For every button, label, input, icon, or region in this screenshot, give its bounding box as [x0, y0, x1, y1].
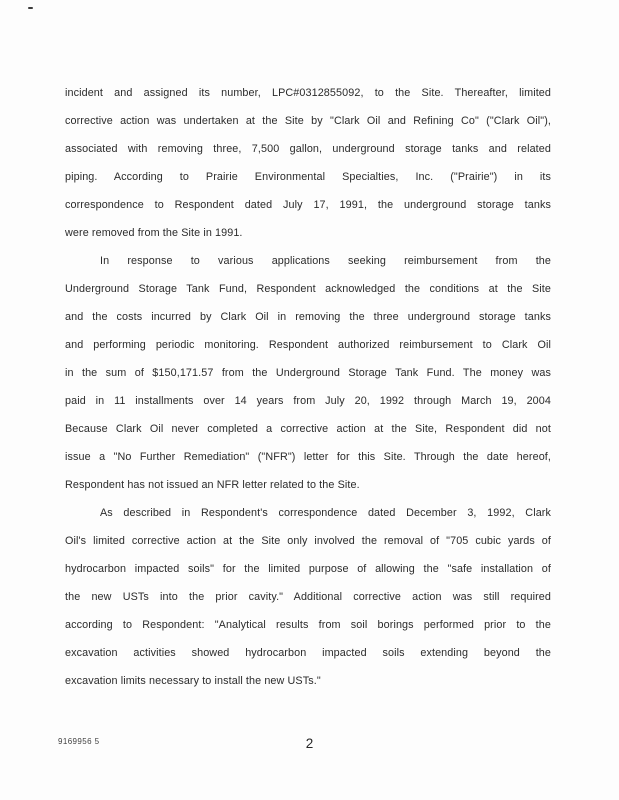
text-line: and the costs incurred by Clark Oil in removing the three underground storage tanks [65, 311, 551, 323]
text-line: Underground Storage Tank Fund, Respondent acknowledged the conditions at the Site [65, 283, 551, 295]
text-line: hydrocarbon impacted soils" for the limited purpose of allowing the "safe installation of [65, 563, 551, 575]
text-line: Because Clark Oil never completed a corrective action at the Site, Respondent did not [65, 423, 551, 435]
text-line: As described in Respondent's correspondence dated December 3, 1992, Clark [100, 507, 551, 519]
text-line: associated with removing three, 7,500 gallon, underground storage tanks and related [65, 143, 551, 155]
document-id: 9169956 5 [58, 737, 100, 746]
text-line: corrective action was undertaken at the Site by "Clark Oil and Refining Co" ("Clark Oil"), [65, 115, 551, 127]
text-line: incident and assigned its number, LPC#0312855092, to the Site. Thereafter, limited [65, 87, 551, 99]
text-line: piping. According to Prairie Environmental Specialties, Inc. ("Prairie") in its [65, 171, 551, 183]
paragraph [65, 499, 551, 695]
text-line: issue a "No Further Remediation" ("NFR") letter for this Site. Through the date hereof, [65, 451, 551, 463]
text-line: Respondent has not issued an NFR letter related to the Site. [65, 479, 360, 491]
text-line: In response to various applications seeking reimbursement from the [100, 255, 551, 267]
text-line: excavation activities showed hydrocarbon impacted soils extending beyond the [65, 647, 551, 659]
text-line: correspondence to Respondent dated July 17, 1991, the underground storage tanks [65, 199, 551, 211]
text-line: excavation limits necessary to install the new USTs." [65, 675, 321, 687]
text-line: paid in 11 installments over 14 years from July 20, 1992 through March 19, 2004 [65, 395, 551, 407]
document-body [65, 79, 551, 695]
text-line: in the sum of $150,171.57 from the Underground Storage Tank Fund. The money was [65, 367, 551, 379]
paragraph [65, 247, 551, 499]
text-line: according to Respondent: "Analytical results from soil borings performed prior to the [65, 619, 551, 631]
paragraph [65, 79, 551, 247]
page-number: 2 [305, 736, 314, 751]
text-line: Oil's limited corrective action at the Site only involved the removal of "705 cubic yards of [65, 535, 551, 547]
text-line: were removed from the Site in 1991. [65, 227, 243, 239]
text-line: and performing periodic monitoring. Respondent authorized reimbursement to Clark Oil [65, 339, 551, 351]
text-line: the new USTs into the prior cavity." Additional corrective action was still required [65, 591, 551, 603]
scan-artifact-mark [28, 7, 33, 9]
